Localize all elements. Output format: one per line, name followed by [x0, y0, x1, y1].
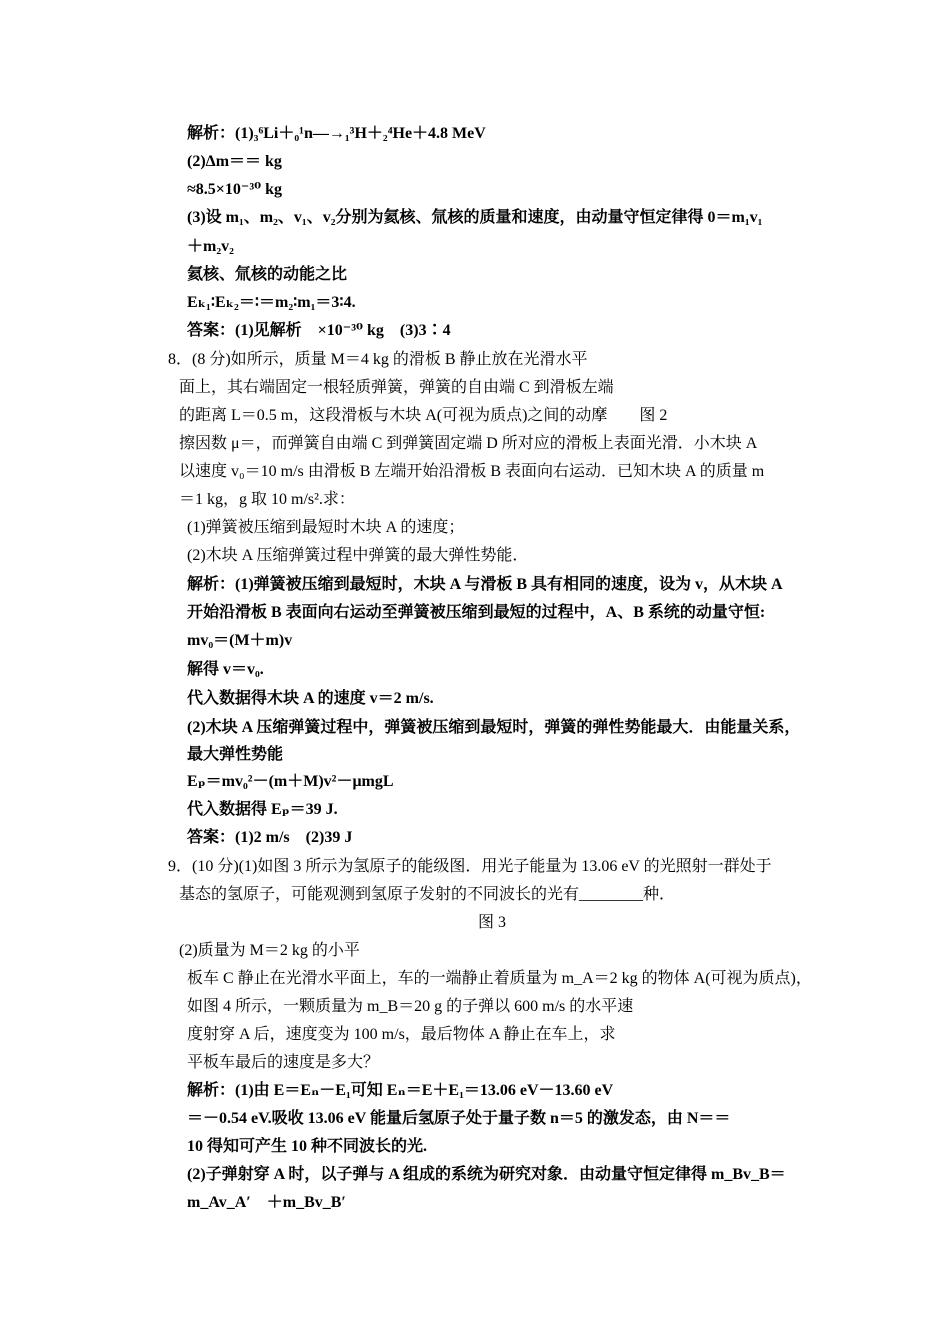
- text-line: ≈8.5×10⁻³⁰ kg: [187, 181, 283, 198]
- text-line: (1)弹簧被压缩到最短时木块 A 的速度；: [187, 519, 465, 536]
- text-line: (2)子弹射穿 A 时，以子弹与 A 组成的系统为研究对象．由动量守恒定律得 m_Bv_B＝: [187, 1166, 786, 1183]
- text-line: 开始沿滑板 B 表面向右运动至弹簧被压缩到最短的过程中，A、B 系统的动量守恒:: [187, 604, 766, 621]
- text-line: Eₚ＝mv₀²－(m＋M)v²－μmgL: [187, 773, 394, 790]
- text-line: 氦核、氚核的动能之比: [187, 266, 348, 283]
- text-line: ＝1 kg，g 取 10 m/s².求：: [179, 491, 355, 508]
- text-line: mv₀＝(M＋m)v: [187, 632, 293, 649]
- text-line: 解析：(1)由 E＝Eₙ－E₁可知 Eₙ＝E＋E₁＝13.06 eV－13.60 eV: [187, 1082, 614, 1099]
- text-line: 解得 v＝v₀.: [187, 661, 264, 678]
- text-line: 最大弹性势能: [187, 746, 284, 763]
- text-line: 面上，其右端固定一根轻质弹簧，弹簧的自由端 C 到滑板左端: [179, 379, 614, 396]
- figure-caption: 图 3: [478, 914, 507, 931]
- text-line: (2)Δm＝＝ kg: [187, 153, 282, 170]
- text-line: 平板车最后的速度是多大？: [187, 1054, 380, 1071]
- text-line: 擦因数 μ＝，而弹簧自由端 C 到弹簧固定端 D 所对应的滑板上表面光滑．小木块 A: [179, 435, 758, 452]
- text-line: 板车 C 静止在光滑水平面上，车的一端静止着质量为 m_A＝2 kg 的物体 A(可视为质点)，: [187, 970, 812, 987]
- text-line: 以速度 v₀＝10 m/s 由滑板 B 左端开始沿滑板 B 表面向右运动．已知木块 A 的质量 m: [179, 463, 765, 480]
- text-line: 代入数据得 Eₚ＝39 J.: [187, 801, 338, 818]
- question-9: 9．(10 分)(1)如图 3 所示为氢原子的能级图．用光子能量为 13.06 eV 的光照射一群处于: [168, 858, 772, 875]
- text-line: (2)木块 A 压缩弹簧过程中弹簧的最大弹性势能．: [187, 547, 529, 564]
- text-line: (3)设 m₁、m₂、v₁、v₂分别为氦核、氚核的质量和速度，由动量守恒定律得 0＝m₁v₁: [187, 209, 763, 226]
- text-line: 解析：(1)弹簧被压缩到最短时，木块 A 与滑板 B 具有相同的速度，设为 v，从木块 A: [187, 576, 783, 593]
- text-line: (2)木块 A 压缩弹簧过程中，弹簧被压缩到最短时，弹簧的弹性势能最大．由能量关系，: [187, 719, 801, 736]
- text-line: 基态的氢原子，可能观测到氢原子发射的不同波长的光有________种．: [179, 886, 676, 903]
- text-line: 10 得知可产生 10 种不同波长的光.: [187, 1138, 428, 1155]
- text-line: (2)质量为 M＝2 kg 的小平: [179, 942, 360, 959]
- text-line: 解析：(1)₃⁶Li＋₀¹n—→₁³H＋₂⁴He＋4.8 MeV: [187, 125, 486, 142]
- text-line: ＝－0.54 eV.吸收 13.06 eV 能量后氢原子处于量子数 n＝5 的激发态，由 N＝＝: [187, 1110, 731, 1127]
- question-8: 8．(8 分)如所示，质量 M＝4 kg 的滑板 B 静止放在光滑水平: [168, 351, 588, 368]
- text-line: 如图 4 所示，一颗质量为 m_B＝20 g 的子弹以 600 m/s 的水平速: [187, 998, 634, 1015]
- text-line: 的距离 L＝0.5 m，这段滑板与木块 A(可视为质点)之间的动摩 图 2: [179, 407, 668, 424]
- text-line: ＋m₂v₂: [187, 238, 234, 255]
- text-line: 代入数据得木块 A 的速度 v＝2 m/s.: [187, 690, 434, 707]
- text-line: m_Av_A′ ＋m_Bv_B′: [187, 1194, 346, 1211]
- answer-line: 答案：(1)见解析 ×10⁻³⁰ kg (3)3∶4: [187, 322, 451, 339]
- text-line: 度射穿 A 后，速度变为 100 m/s，最后物体 A 静止在车上，求: [187, 1026, 616, 1043]
- answer-line: 答案：(1)2 m/s (2)39 J: [187, 829, 353, 846]
- text-line: Eₖ₁∶Eₖ₂＝∶＝m₂∶m₁＝3∶4.: [187, 294, 356, 311]
